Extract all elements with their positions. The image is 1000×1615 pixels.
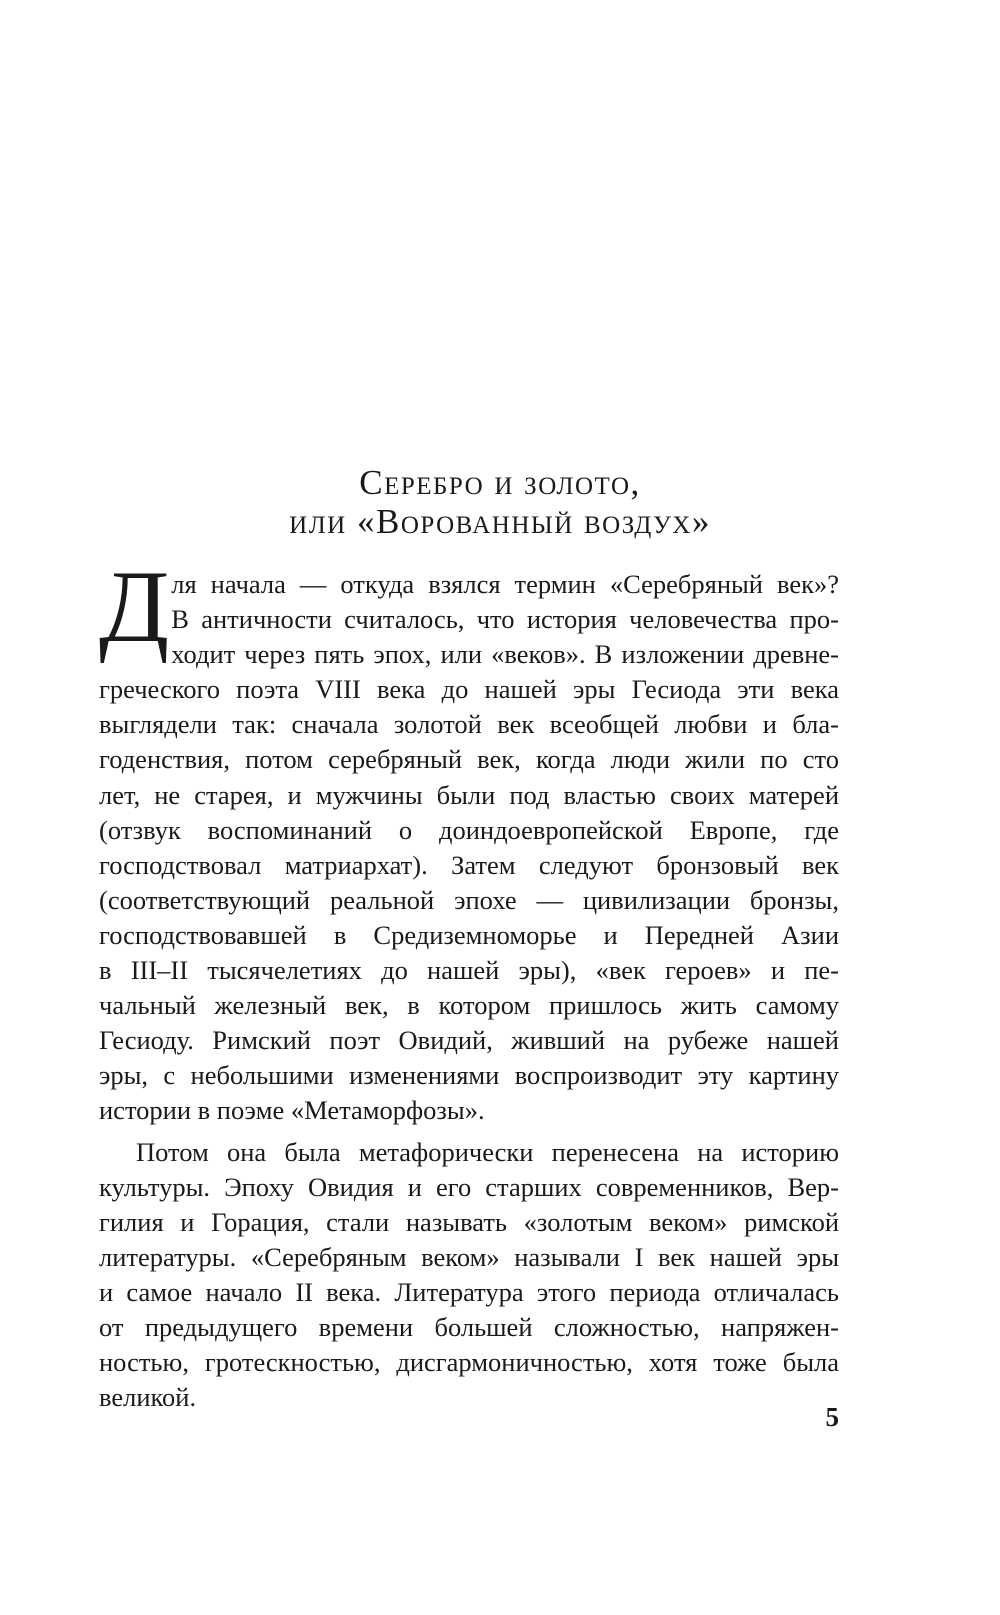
text-line: истории в поэме «Метаморфозы». <box>99 1095 485 1126</box>
text-line: и самое начало II века. Литература этого периода отличалась <box>99 1276 839 1307</box>
chapter-title-line-1: Серебро и золото, <box>359 463 641 502</box>
text-line: годенствия, потом серебряный век, когда люди жили по сто <box>99 744 839 775</box>
text-line: господствовавшей в Средиземноморье и Передней Азии <box>99 919 839 950</box>
text-line: в III–II тысячелетиях до нашей эры), «век героев» и пе- <box>99 955 839 986</box>
text-line: господствовал матриархат). Затем следуют бронзовый век <box>99 849 839 880</box>
text-line: культуры. Эпоху Овидия и его старших современников, Вер- <box>99 1171 839 1202</box>
chapter-title-line-2: или «Ворованный воздух» <box>289 502 711 541</box>
text-line: выглядели так: сначала золотой век всеобщей любви и бла- <box>99 709 839 740</box>
text-line: В античности считалось, что история человечества про- <box>171 604 839 635</box>
text-line: чальный железный век, в котором пришлось жить самому <box>99 990 839 1021</box>
text-line: от предыдущего времени большей сложностью, напряжен- <box>99 1311 839 1342</box>
text-line: эры, с небольшими изменениями воспроизводит эту картину <box>99 1060 839 1091</box>
text-line: ностью, гротескностью, дисгармоничностью, хотя тоже была <box>99 1347 839 1378</box>
text-line: лет, не старея, и мужчины были под властью своих матерей <box>99 779 839 810</box>
text-line: греческого поэта VIII века до нашей эры Гесиода эти века <box>99 674 839 705</box>
text-line: литературы. «Серебряным веком» называли I век нашей эры <box>99 1241 839 1272</box>
text-line: Потом она была метафорически перенесена на историю <box>136 1136 839 1167</box>
text-line: Гесиоду. Римский поэт Овидий, живший на рубеже нашей <box>99 1025 839 1056</box>
paragraph-1 <box>99 550 839 1129</box>
chapter-title <box>100 463 900 541</box>
text-line: ля начала — откуда взялся термин «Серебряный век»? <box>171 569 839 599</box>
text-line: великой. <box>99 1382 197 1413</box>
body-text <box>99 550 839 1415</box>
text-line: гилия и Горация, стали называть «золотым веком» римской <box>99 1206 839 1237</box>
paragraph-2 <box>99 1135 839 1416</box>
page-number: 5 <box>825 1402 839 1432</box>
text-line: (соответствующий реальной эпохе — цивилизации бронзы, <box>99 884 839 915</box>
text-line: (отзвук воспоминаний о доиндоевропейской Европе, где <box>99 814 839 845</box>
drop-cap: Д <box>99 550 170 664</box>
text-line: ходит через пять эпох, или «веков». В изложении древне- <box>171 639 839 670</box>
